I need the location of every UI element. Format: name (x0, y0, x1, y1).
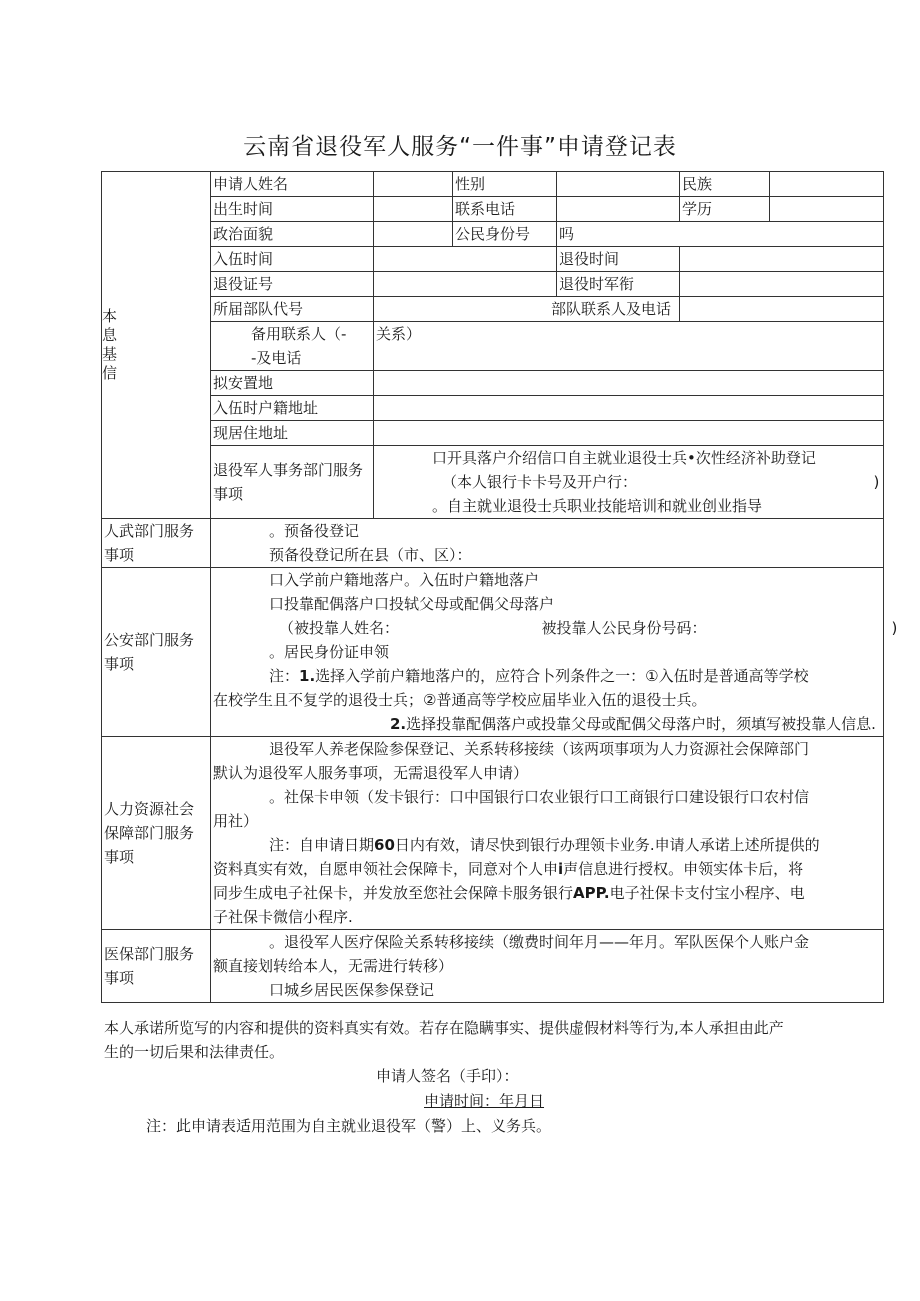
settlement-place-field[interactable] (374, 371, 884, 396)
hr-note-1: 注：自申请日期60日内有效，请尽快到银行办理领卡业务.申请人承诺上述所提供的 (269, 836, 820, 854)
discharge-date-label: 退役时间 (557, 247, 680, 272)
hr-dept-items (211, 737, 884, 930)
hr-line-2[interactable]: 。社保卡申领（发卡银行：口中国银行口农业银行口工商银行口建设银行口农村信 (269, 788, 810, 806)
armed-dept-items (211, 519, 884, 568)
police-dept-label: 公安部门服务事项 (102, 568, 211, 737)
hr-line-1-cont: 默认为退役军人服务事项，无需退役军人申请） (213, 764, 529, 782)
veterans-affairs-items (374, 446, 884, 519)
ethnicity-field[interactable] (770, 172, 884, 197)
enlist-date-label: 入伍时间 (211, 247, 374, 272)
current-address-label: 现居住地址 (211, 421, 374, 446)
backup-contact-line2: -及电话 (251, 349, 302, 367)
enlist-date-field[interactable] (374, 247, 557, 272)
reserve-county[interactable]: 预备役登记所在县（市、区）： (269, 546, 472, 564)
birth-date-field[interactable] (374, 197, 453, 222)
applicant-name-field[interactable] (374, 172, 453, 197)
veterans-affairs-label: 退役军人事务部门服务事项 (211, 446, 374, 519)
discharge-rank-label: 退役时军衔 (557, 272, 680, 297)
hr-line-1[interactable]: 退役军人养老保险参保登记、关系转移接续（该两项事项为人力资源社会保障部门 (269, 740, 810, 758)
medical-line-1[interactable]: 。退役军人医疗保险关系转移接续（缴费时间年月——年月。军队医保个人账户金 (269, 933, 810, 951)
medical-dept-label: 医保部门服务事项 (102, 930, 211, 1003)
enlist-hukou-label: 入伍时户籍地址 (211, 396, 374, 421)
reserve-registration[interactable]: 。预备役登记 (269, 522, 360, 540)
hr-note-2: 资料真实有效，自愿申领社会保障卡，同意对个人申i声信息进行授权。申领实体卡后，将 (213, 860, 804, 878)
political-status-field[interactable] (374, 222, 453, 247)
police-note-2: 2.选择投靠配偶落户或投靠父母或配偶父母落户时，须填写被投靠人信息. (390, 715, 876, 733)
bank-card-close: ) (873, 473, 880, 491)
current-address-field[interactable] (374, 421, 884, 446)
police-line-2[interactable]: 口投靠配偶落户口投轼父母或配偶父母落户 (269, 595, 555, 613)
hr-dept-label: 人力资源社会保障部门服务事项 (102, 737, 211, 930)
dependent-name-prompt: （被投靠人姓名： (279, 619, 400, 637)
medical-line-1-cont: 额直接划转给本人，无需进行转移） (213, 957, 454, 975)
veterans-line-2[interactable] (376, 470, 881, 494)
basic-info-label: 本息基信 (102, 172, 211, 519)
unit-contact-field[interactable] (680, 297, 884, 322)
police-line-4[interactable]: 。居民身份证申领 (269, 643, 390, 661)
registration-table (101, 171, 898, 1003)
form-title: 云南省退役军人服务“一件事”申请登记表 (243, 134, 677, 160)
id-number-field[interactable]: 吗 (557, 222, 884, 247)
settlement-place-label: 拟安置地 (211, 371, 374, 396)
promise-line-1: 本人承诺所览写的内容和提供的资料真实有效。若存在隐瞒事实、提供虚假材料等行为,本人承担由此产 (104, 1019, 784, 1037)
hr-line-2-cont: 用社） (213, 812, 259, 830)
ethnicity-label: 民族 (680, 172, 770, 197)
unit-contact-label: 部队联系人及电话 (374, 297, 680, 322)
phone-field[interactable] (557, 197, 680, 222)
hr-note-3: 同步生成电子社保卡，并发放至您社会保障卡服务银行APP.电子社保卡支付宝小程序、电 (213, 884, 805, 902)
discharge-rank-field[interactable] (680, 272, 884, 297)
unit-code-label: 所届部队代号 (211, 297, 374, 322)
apply-time-label[interactable]: 申请时间：年月日 (424, 1092, 545, 1110)
promise-line-2: 生的一切后果和法律责任。 (104, 1043, 285, 1061)
veterans-line-1[interactable]: 口开具落户介绍信口自主就业退役士兵•次性经济补助登记 (432, 449, 816, 467)
police-note-1: 注：1.选择入学前户籍地落户的，应符合卜列条件之一：①入伍时是普通高等学校 (269, 667, 809, 685)
political-status-label: 政治面貌 (211, 222, 374, 247)
education-field[interactable] (770, 197, 884, 222)
medical-line-2[interactable]: 口城乡居民医保参保登记 (269, 981, 435, 999)
backup-contact-label (211, 322, 374, 371)
backup-contact-field[interactable]: 关系） (374, 322, 884, 371)
applicant-name-label: 申请人姓名 (211, 172, 374, 197)
birth-date-label: 出生时间 (211, 197, 374, 222)
medical-dept-items (211, 930, 884, 1003)
enlist-hukou-field[interactable] (374, 396, 884, 421)
gender-label: 性别 (453, 172, 557, 197)
discharge-cert-field[interactable] (374, 272, 557, 297)
discharge-date-field[interactable] (680, 247, 884, 272)
gender-field[interactable] (557, 172, 680, 197)
bank-card-prompt: （本人银行卡卡号及开户行： (442, 473, 638, 491)
police-line-1[interactable]: 口入学前户籍地落户。入伍时户籍地落户 (269, 571, 540, 589)
education-label: 学历 (680, 197, 770, 222)
veterans-line-3[interactable]: 。自主就业退役士兵职业技能培训和就业创业指导 (432, 497, 763, 515)
id-number-label: 公民身份号 (453, 222, 557, 247)
hr-note-4: 子社保卡微信小程序. (213, 908, 353, 926)
discharge-cert-label: 退役证号 (211, 272, 374, 297)
phone-label: 联系电话 (453, 197, 557, 222)
scope-note: 注：此申请表适用范围为自主就业退役军（警）上、义务兵。 (146, 1117, 552, 1135)
backup-contact-line1: 备用联系人（- (251, 325, 347, 343)
dependent-id-prompt: 被投靠人公民身份号码： (541, 619, 707, 637)
police-note-1-cont: 在校学生且不复学的退役士兵；②普通高等学校应届毕业入伍的退役士兵。 (213, 691, 707, 709)
police-dept-items (211, 568, 898, 737)
police-line-3[interactable]: （被投靠人姓名： 被投靠人公民身份号码： ) (213, 616, 881, 640)
armed-dept-label: 人武部门服务事项 (102, 519, 211, 568)
signature-label[interactable]: 申请人签名（手印）： (376, 1067, 519, 1085)
